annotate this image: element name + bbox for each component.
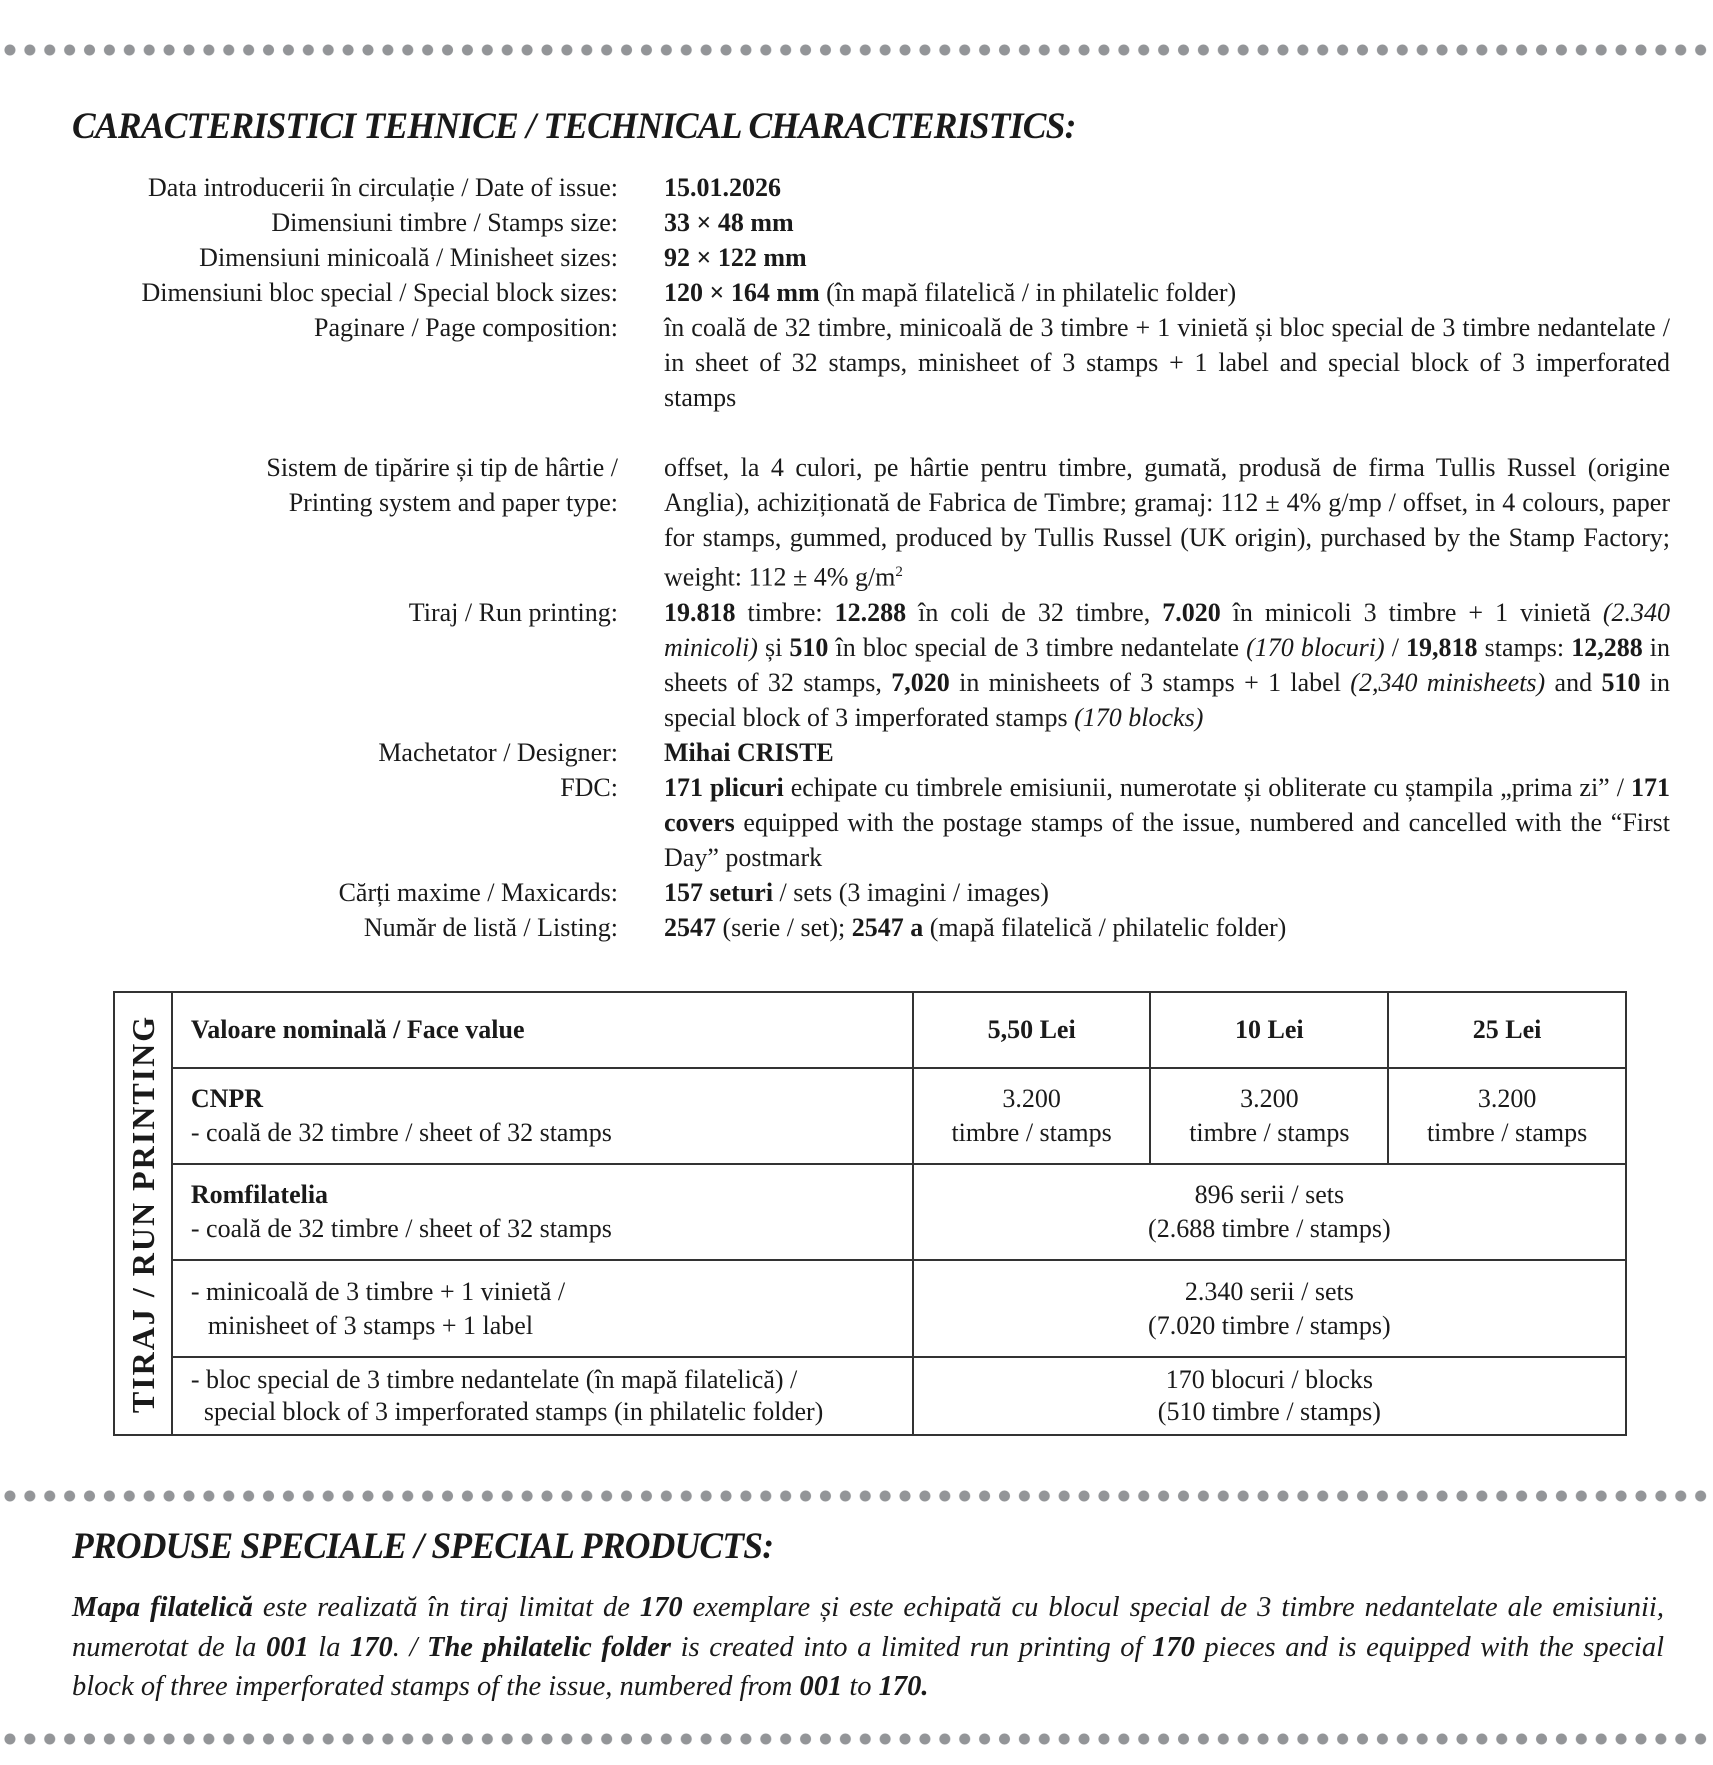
table-row-cnpr <box>114 1068 1626 1164</box>
text: exemplare și este echipată cu blocul special de 3 timbre nedantelate ale emisiunii, numerotat de la <box>72 1592 1664 1663</box>
face-value: 5,50 Lei <box>987 1015 1076 1044</box>
unit: timbre / stamps <box>1189 1118 1350 1147</box>
text-bold: 170. <box>878 1671 929 1702</box>
text: / sets (3 imagini / images) <box>773 877 1049 907</box>
text: / <box>1384 632 1407 662</box>
text: (2.340 minicoli) <box>664 597 1671 662</box>
spec-label: Tiraj / Run printing: <box>408 597 618 627</box>
spec-value <box>664 910 1670 945</box>
text: (serie / set); <box>716 912 852 942</box>
spec-label-line: Sistem de tipărire și tip de hârtie / <box>266 453 618 482</box>
spec-value <box>664 170 1670 205</box>
text: (mapă filatelică / philatelic folder) <box>923 912 1287 942</box>
text: stamps: <box>1477 632 1572 662</box>
text: pieces and is equipped with the special block of three imperforated stamps of the issue, numbered from <box>72 1631 1665 1702</box>
romfilatelia-qty-cell <box>913 1164 1626 1260</box>
spec-label: Machetator / Designer: <box>378 737 618 767</box>
cnpr-title: CNPR <box>190 1084 264 1113</box>
spec-label: Paginare / Page composition: <box>313 313 618 342</box>
text: to <box>842 1671 879 1702</box>
spec-label: FDC: <box>560 772 618 802</box>
dotted-separator-top <box>0 43 1713 57</box>
cnpr-desc-cell <box>172 1068 913 1164</box>
spec-designer <box>0 735 1713 770</box>
run-printing-table <box>113 991 1627 1436</box>
spec-label: Dimensiuni timbre / Stamps size: <box>271 208 618 237</box>
spec-listing <box>0 910 1713 945</box>
text: timbre: <box>735 597 835 627</box>
romfilatelia-desc-cell <box>172 1164 913 1260</box>
stamps-size-value: 33 × 48 mm <box>664 208 794 237</box>
text: este realizată în tiraj limitat de <box>252 1592 640 1623</box>
special-block-size-value: 120 × 164 mm <box>664 278 820 307</box>
text: in sheets of 32 stamps, <box>664 632 1671 697</box>
spec-date-of-issue <box>0 170 1713 205</box>
dotted-separator-middle <box>0 1489 1713 1503</box>
spec-label: Număr de listă / Listing: <box>363 912 618 942</box>
spec-maxicards <box>0 875 1713 910</box>
spec-printing-system <box>0 450 1713 595</box>
qty: 3.200 <box>1477 1084 1537 1113</box>
spec-value <box>664 240 1670 275</box>
date-of-issue-value: 15.01.2026 <box>664 173 781 202</box>
block-desc: special block of 3 imperforated stamps (in philatelic folder) <box>203 1397 824 1426</box>
block-desc-cell <box>172 1357 913 1435</box>
qty-line: (7.020 timbre / stamps) <box>1148 1310 1391 1340</box>
qty-line: 2.340 serii / sets <box>1184 1276 1354 1306</box>
text: (170 blocks) <box>1074 702 1204 732</box>
spec-fdc <box>0 770 1713 875</box>
spec-label: Data introducerii în circulație / Date of issue: <box>148 173 618 202</box>
table-row-romfilatelia <box>114 1164 1626 1260</box>
cnpr-qty-cell <box>1150 1068 1388 1164</box>
listing-set-number: 2547 <box>664 912 716 942</box>
spec-minisheet-size <box>0 240 1713 275</box>
text: (170 blocuri) <box>1246 632 1385 662</box>
text: și <box>757 632 790 662</box>
text: in special block of 3 imperforated stamps <box>664 667 1670 732</box>
spec-value: în coală de 32 timbre, minicoală de 3 timbre + 1 vinietă și bloc special de 3 timbre nedantelate / in sheet of 32 stamps, minisheet of 3 stamps + 1 label and special block of 3 imperforated stamps <box>664 313 1670 412</box>
qty-line: 170 blocuri / blocks <box>1165 1365 1373 1394</box>
printing-system-value: offset, la 4 culori, pe hârtie pentru timbre, gumată, produsă de firma Tullis Russel (origine Anglia), achiziționată de Fabrica de Timbre; gramaj: 112 ± 4% g/mp / offset, in 4 colours, paper for stamps, gummed, produced by Tullis Russel (UK origin), purchased by the Stamp Factory; weight: 112 ± 4% g/m <box>664 453 1670 592</box>
dotted-separator-bottom <box>0 1732 1713 1746</box>
text: equipped with the postage stamps of the issue, numbered and cancelled with the “First Day” postmark <box>664 807 1670 872</box>
text: în bloc special de 3 timbre nedantelate <box>828 632 1247 662</box>
face-value: 25 Lei <box>1472 1015 1542 1044</box>
table-row-special-block <box>114 1357 1626 1435</box>
header-label: Valoare nominală / Face value <box>190 1015 525 1044</box>
minisheet-qty-cell <box>913 1260 1626 1357</box>
qty-line: 896 serii / sets <box>1194 1180 1345 1209</box>
spec-label <box>0 450 618 595</box>
minisheet-desc-cell <box>172 1260 913 1357</box>
spec-stamps-size <box>0 205 1713 240</box>
text: în minicoli 3 timbre + 1 vinietă <box>1220 597 1603 627</box>
qty-line: (510 timbre / stamps) <box>1157 1397 1381 1426</box>
spec-value <box>664 205 1670 240</box>
text: is created into a limited run printing of <box>671 1631 1153 1663</box>
designer-name: Mihai CRISTE <box>664 737 834 767</box>
fdc-count-en: 171 covers <box>664 772 1671 837</box>
text-bold: 170 <box>350 1631 393 1663</box>
qty-line: (2.688 timbre / stamps) <box>1148 1214 1391 1243</box>
spec-value <box>664 595 1670 735</box>
run-block-en: 510 <box>1601 667 1641 697</box>
text: echipate cu timbrele emisiunii, numerotate și obliterate cu ștampila „prima zi” / <box>783 772 1632 802</box>
side-label-cell <box>114 992 172 1435</box>
text: and <box>1545 667 1602 697</box>
block-qty-cell <box>913 1357 1626 1435</box>
qty: 3.200 <box>1002 1084 1061 1113</box>
romfilatelia-desc: - coală de 32 timbre / sheet of 32 stamps <box>190 1214 612 1243</box>
text-bold: Mapa filatelică <box>72 1592 253 1623</box>
spec-value <box>664 770 1670 875</box>
spec-label: Cărți maxime / Maxicards: <box>338 877 618 907</box>
technical-characteristics-title: CARACTERISTICI TEHNICE / TECHNICAL CHARACTERISTICS: <box>72 106 1076 147</box>
cnpr-desc: - coală de 32 timbre / sheet of 32 stamps <box>190 1118 612 1147</box>
text: la <box>308 1631 351 1663</box>
minisheet-size-value: 92 × 122 mm <box>664 243 807 272</box>
technical-specs-list <box>0 170 1713 945</box>
text: în coli de 32 timbre, <box>906 597 1163 627</box>
text: (2,340 minisheets) <box>1350 667 1546 697</box>
superscript: 2 <box>895 564 903 580</box>
face-value-cell <box>1150 992 1388 1068</box>
text: . / <box>392 1631 428 1663</box>
spec-label-line: Printing system and paper type: <box>288 488 618 517</box>
fdc-count-ro: 171 plicuri <box>664 772 784 802</box>
run-minisheets-en: 7,020 <box>891 667 950 697</box>
romfilatelia-title: Romfilatelia <box>190 1180 329 1209</box>
cnpr-qty-cell <box>1388 1068 1626 1164</box>
face-value-cell <box>913 992 1151 1068</box>
special-products-text <box>72 1588 1664 1707</box>
face-value-cell <box>1388 992 1626 1068</box>
text-bold: 001 <box>799 1671 843 1702</box>
spec-special-block-size <box>0 275 1713 310</box>
face-value: 10 Lei <box>1235 1015 1304 1044</box>
listing-folder-number: 2547 a <box>851 912 924 942</box>
spec-value <box>664 735 1670 770</box>
maxicards-count: 157 seturi <box>664 877 774 907</box>
spec-page-composition <box>0 310 1713 415</box>
run-minisheets-ro: 7.020 <box>1162 597 1221 627</box>
run-sheets-en: 12,288 <box>1571 632 1643 662</box>
cnpr-qty-cell <box>913 1068 1151 1164</box>
run-printing-side-label: TIRAJ / RUN PRINTING <box>124 1014 161 1413</box>
run-total-en: 19,818 <box>1406 632 1478 662</box>
run-total-ro: 19.818 <box>664 597 736 627</box>
qty: 3.200 <box>1240 1084 1299 1113</box>
run-sheets-ro: 12.288 <box>834 597 907 627</box>
run-block-ro: 510 <box>789 632 829 662</box>
block-desc: - bloc special de 3 timbre nedantelate (în mapă filatelică) / <box>190 1365 798 1394</box>
text: in minisheets of 3 stamps + 1 label <box>949 667 1351 697</box>
spec-run-printing <box>0 595 1713 735</box>
spec-value <box>664 275 1670 310</box>
spec-label: Dimensiuni bloc special / Special block sizes: <box>141 278 618 307</box>
text-bold: The philatelic folder <box>427 1631 672 1663</box>
table-row-face-value <box>114 992 1626 1068</box>
minisheet-desc: minisheet of 3 stamps + 1 label <box>207 1310 534 1340</box>
special-products-title: PRODUSE SPECIALE / SPECIAL PRODUCTS: <box>72 1526 774 1567</box>
minisheet-desc: - minicoală de 3 timbre + 1 vinietă / <box>190 1276 566 1306</box>
spec-value <box>664 875 1670 910</box>
special-block-size-note: (în mapă filatelică / in philatelic folder) <box>819 278 1237 307</box>
text-bold: 170 <box>639 1592 683 1623</box>
text-bold: 001 <box>265 1631 309 1663</box>
spec-value <box>664 450 1670 595</box>
unit: timbre / stamps <box>1426 1118 1588 1147</box>
spec-label: Dimensiuni minicoală / Minisheet sizes: <box>199 243 618 272</box>
table-row-minisheet <box>114 1260 1626 1357</box>
unit: timbre / stamps <box>951 1118 1112 1147</box>
text-bold: 170 <box>1152 1631 1195 1663</box>
face-value-header <box>172 992 913 1068</box>
